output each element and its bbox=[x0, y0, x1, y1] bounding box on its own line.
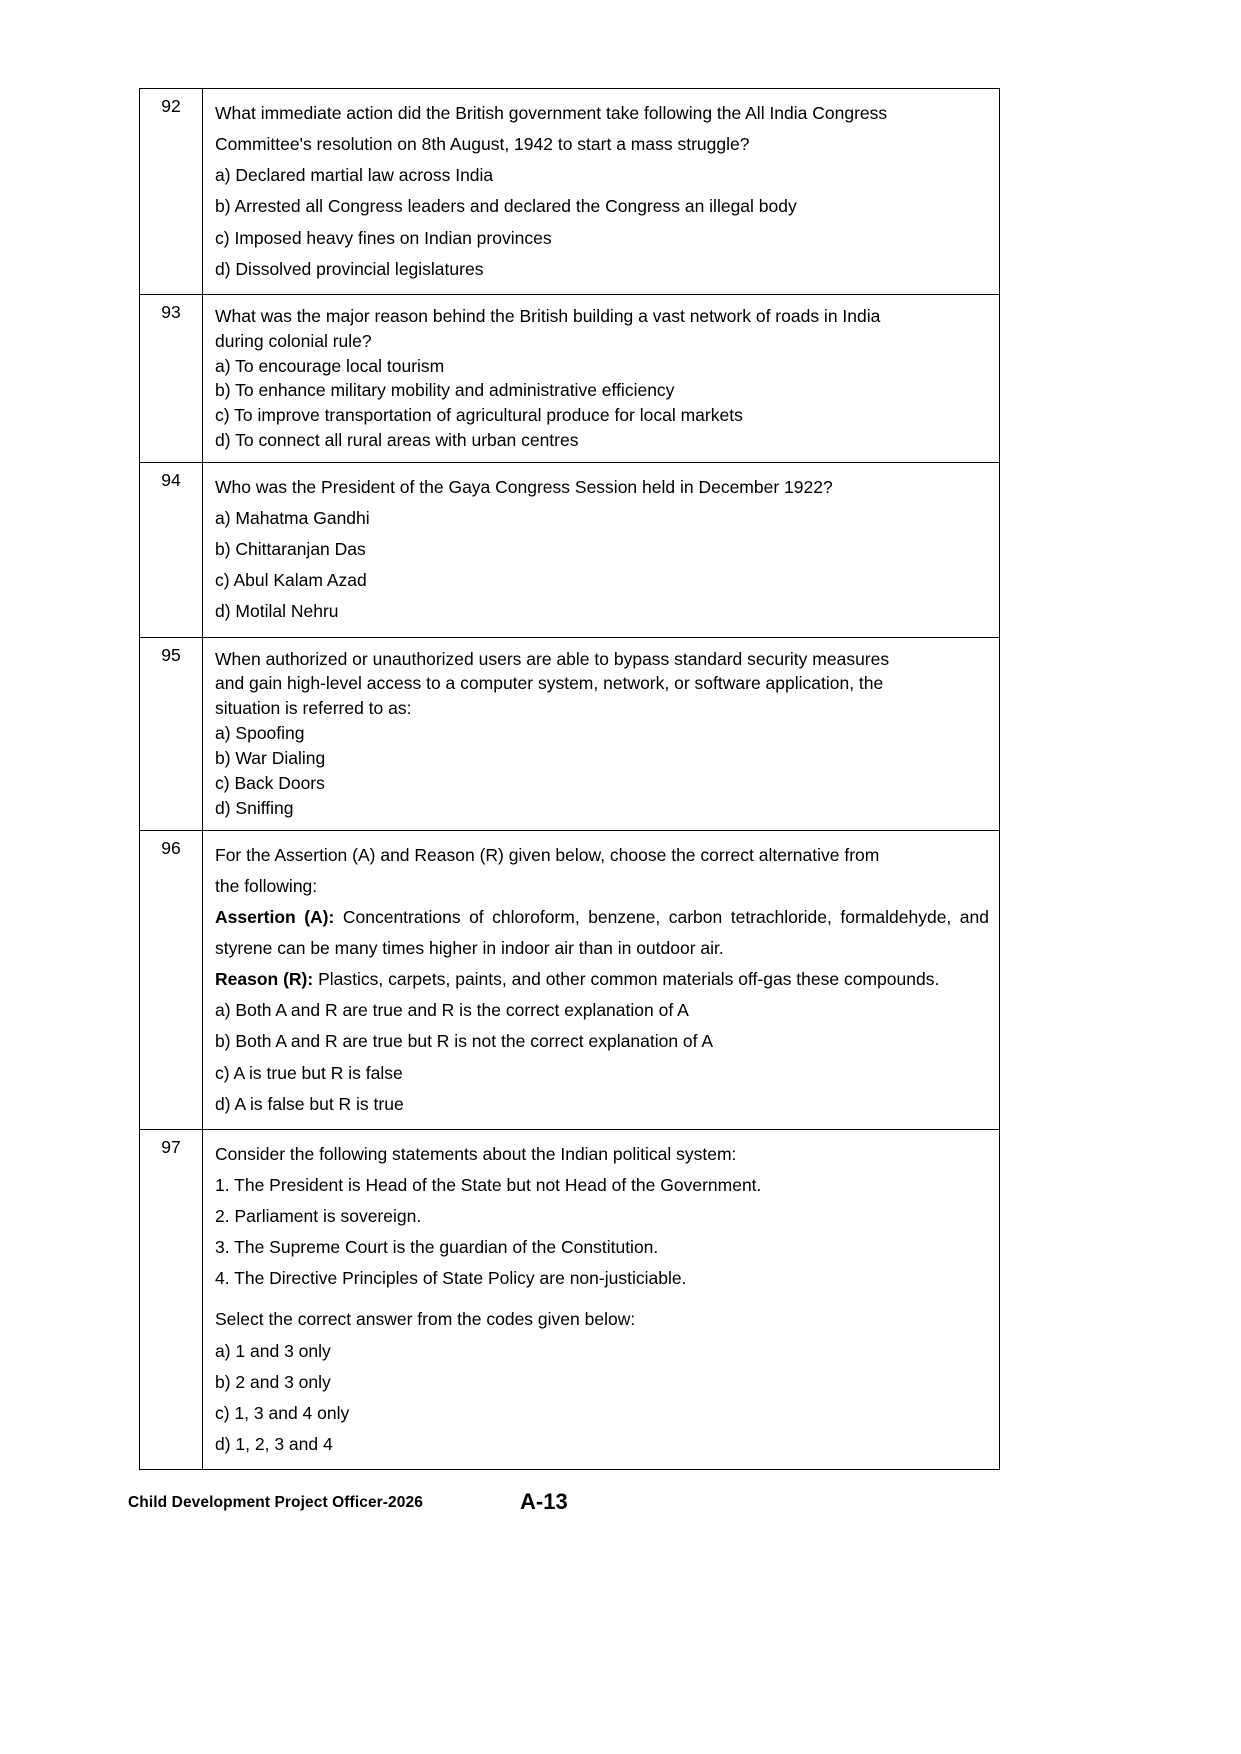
option-a[interactable]: a) 1 and 3 only bbox=[215, 1340, 331, 1361]
reason-label: Reason (R): bbox=[215, 969, 314, 990]
option-c[interactable]: c) Back Doors bbox=[215, 772, 325, 793]
statement-2: 2. Parliament is sovereign. bbox=[215, 1206, 422, 1227]
table-row bbox=[140, 830, 1000, 1129]
table-row bbox=[140, 637, 1000, 830]
question-stem-line: What was the major reason behind the British building a vast network of roads in India bbox=[215, 305, 881, 326]
option-d[interactable]: d) A is false but R is true bbox=[215, 1093, 404, 1114]
paragraph-spacer bbox=[215, 1294, 989, 1304]
option-a[interactable]: a) Both A and R are true and R is the correct explanation of A bbox=[215, 1000, 689, 1021]
question-stem-line: For the Assertion (A) and Reason (R) given below, choose the correct alternative from bbox=[215, 844, 880, 865]
table-row bbox=[140, 89, 1000, 295]
question-stem-line: Consider the following statements about the Indian political system: bbox=[215, 1143, 737, 1164]
option-c[interactable]: c) Imposed heavy fines on Indian provinces bbox=[215, 227, 552, 248]
question-stem-line: Committee's resolution on 8th August, 1942 to start a mass struggle? bbox=[215, 134, 750, 155]
question-stem-line: Who was the President of the Gaya Congress Session held in December 1922? bbox=[215, 476, 833, 497]
option-b[interactable]: b) War Dialing bbox=[215, 747, 326, 768]
question-body bbox=[203, 462, 1000, 637]
question-number: 97 bbox=[140, 1129, 203, 1469]
option-d[interactable]: d) To connect all rural areas with urban centres bbox=[215, 430, 579, 451]
page-number-footer: A-13 bbox=[520, 1489, 568, 1514]
question-number: 94 bbox=[140, 462, 203, 637]
reason-paragraph bbox=[215, 964, 989, 995]
exam-name-footer: Child Development Project Officer-2026 bbox=[128, 1494, 423, 1511]
option-d[interactable]: d) Sniffing bbox=[215, 797, 294, 818]
question-number: 93 bbox=[140, 294, 203, 462]
statement-4: 4. The Directive Principles of State Policy are non-justiciable. bbox=[215, 1268, 687, 1289]
question-number: 96 bbox=[140, 830, 203, 1129]
question-stem-line: When authorized or unauthorized users are able to bypass standard security measures bbox=[215, 648, 890, 669]
question-body bbox=[203, 830, 1000, 1129]
question-stem-line: situation is referred to as: bbox=[215, 698, 412, 719]
table-row bbox=[140, 294, 1000, 462]
question-body bbox=[203, 637, 1000, 830]
question-stem-line: during colonial rule? bbox=[215, 330, 372, 351]
option-a[interactable]: a) Spoofing bbox=[215, 723, 305, 744]
question-number: 92 bbox=[140, 89, 203, 295]
question-number: 95 bbox=[140, 637, 203, 830]
page-footer bbox=[0, 1489, 1241, 1534]
question-stem-line: and gain high-level access to a computer system, network, or software application, the bbox=[215, 673, 884, 694]
reason-text: Plastics, carpets, paints, and other common materials off-gas these compounds. bbox=[318, 969, 940, 990]
statement-3: 3. The Supreme Court is the guardian of the Constitution. bbox=[215, 1237, 659, 1258]
assertion-paragraph bbox=[215, 902, 989, 964]
option-c[interactable]: c) A is true but R is false bbox=[215, 1062, 403, 1083]
option-b[interactable]: b) 2 and 3 only bbox=[215, 1371, 331, 1392]
question-stem-line: What immediate action did the British government take following the All India Congress bbox=[215, 103, 888, 123]
option-b[interactable]: b) Arrested all Congress leaders and declared the Congress an illegal body bbox=[215, 196, 797, 217]
option-a[interactable]: a) Mahatma Gandhi bbox=[215, 508, 370, 529]
option-d[interactable]: d) Motilal Nehru bbox=[215, 601, 339, 622]
questions-table bbox=[139, 88, 1000, 1470]
assertion-text: Concentrations of chloroform, benzene, carbon tetrachloride, formaldehyde, and styrene can be many times higher in indoor air than in outdoor air. bbox=[215, 906, 989, 958]
assertion-label: Assertion (A): bbox=[215, 906, 335, 927]
option-b[interactable]: b) Chittaranjan Das bbox=[215, 539, 366, 560]
question-body bbox=[203, 1129, 1000, 1469]
select-instruction: Select the correct answer from the codes given below: bbox=[215, 1309, 636, 1330]
option-c[interactable]: c) 1, 3 and 4 only bbox=[215, 1402, 350, 1423]
option-d[interactable]: d) Dissolved provincial legislatures bbox=[215, 258, 484, 279]
option-d[interactable]: d) 1, 2, 3 and 4 bbox=[215, 1434, 333, 1455]
option-b[interactable]: b) To enhance military mobility and administrative efficiency bbox=[215, 380, 675, 401]
question-body bbox=[203, 89, 1000, 295]
table-row bbox=[140, 1129, 1000, 1469]
option-a[interactable]: a) Declared martial law across India bbox=[215, 165, 494, 186]
table-row bbox=[140, 462, 1000, 637]
option-b[interactable]: b) Both A and R are true but R is not the correct explanation of A bbox=[215, 1031, 714, 1052]
statement-1: 1. The President is Head of the State but not Head of the Government. bbox=[215, 1174, 762, 1195]
option-c[interactable]: c) Abul Kalam Azad bbox=[215, 570, 367, 591]
option-a[interactable]: a) To encourage local tourism bbox=[215, 355, 445, 376]
question-stem-line: the following: bbox=[215, 875, 318, 896]
option-c[interactable]: c) To improve transportation of agricultural produce for local markets bbox=[215, 405, 743, 426]
question-body bbox=[203, 294, 1000, 462]
